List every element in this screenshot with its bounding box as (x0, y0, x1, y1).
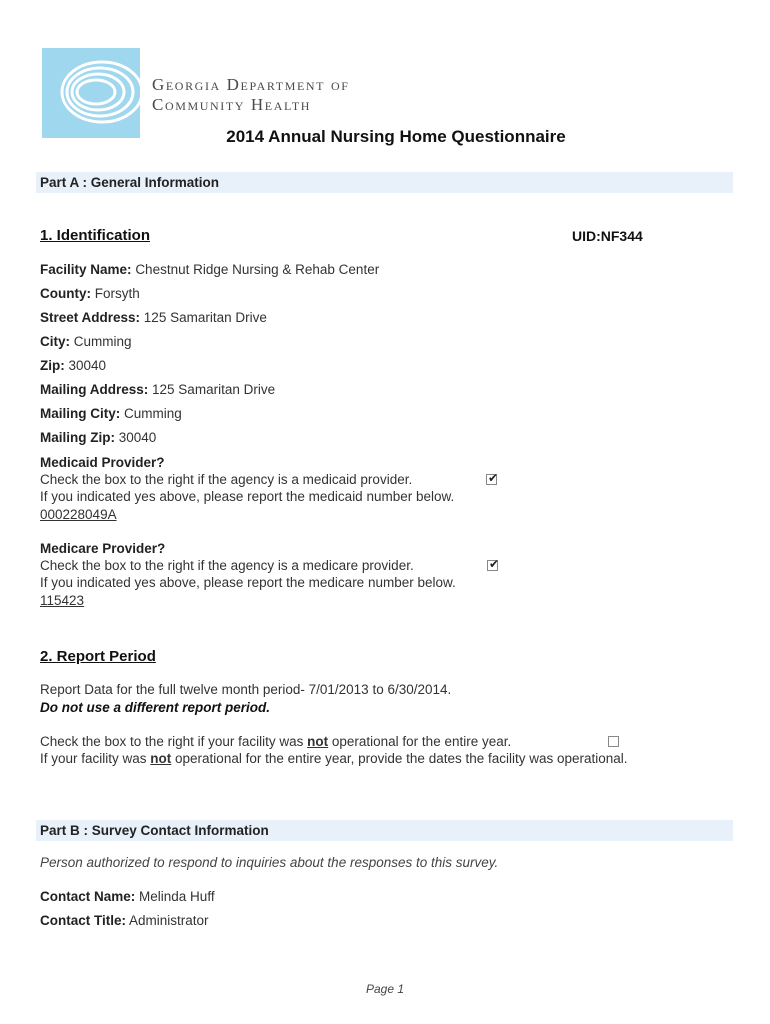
medicaid-question: Medicaid Provider? (40, 455, 165, 470)
field-label: Street Address: (40, 310, 141, 325)
logo-rings-icon (42, 48, 140, 138)
field-label: Mailing Address: (40, 382, 149, 397)
text-segment: If your facility was (40, 751, 151, 766)
field-label: City: (40, 334, 70, 349)
medicare-check-text: Check the box to the right if the agency is a medicare provider. (40, 558, 414, 573)
text-segment: Check the box to the right if your facility was (40, 734, 308, 749)
field-county (40, 286, 140, 301)
checkmark-icon: ✔ (489, 557, 500, 571)
medicaid-note: If you indicated yes above, please report the medicaid number below. (40, 489, 455, 504)
field-value: Forsyth (94, 286, 140, 301)
field-value: Cumming (73, 334, 132, 349)
medicaid-number: 000228049A (40, 507, 117, 522)
field-value: Melinda Huff (139, 889, 215, 904)
field-label: Mailing City: (40, 406, 121, 421)
field-mailing-zip (40, 430, 156, 445)
medicare-note: If you indicated yes above, please report the medicare number below. (40, 575, 456, 590)
field-value: Administrator (129, 913, 209, 928)
medicaid-provider-checkbox[interactable] (486, 471, 499, 485)
field-label: Zip: (40, 358, 65, 373)
field-value: 125 Samaritan Drive (152, 382, 276, 397)
part-b-header: Part B : Survey Contact Information (36, 820, 733, 841)
field-mailing-city (40, 406, 182, 421)
identification-heading: 1. Identification (40, 227, 151, 244)
uid-label: UID:NF344 (572, 228, 643, 244)
field-label: Contact Title: (40, 913, 127, 928)
text-segment: operational for the entire year. (328, 734, 512, 749)
document-title: 2014 Annual Nursing Home Questionnaire (226, 127, 566, 146)
field-city (40, 334, 132, 349)
field-value: Chestnut Ridge Nursing & Rehab Center (135, 262, 380, 277)
emphasis-not: not (150, 751, 172, 766)
page-number: Page 1 (365, 982, 405, 996)
field-value: Cumming (124, 406, 182, 421)
medicaid-check-text: Check the box to the right if the agency is a medicaid provider. (40, 472, 413, 487)
field-mailing-address (40, 382, 275, 397)
report-period-warning: Do not use a different report period. (40, 700, 271, 715)
field-label: Contact Name: (40, 889, 136, 904)
part-a-header: Part A : General Information (36, 172, 733, 193)
org-name-line1: Georgia Department of (152, 75, 350, 94)
report-period-heading: 2. Report Period (40, 648, 156, 665)
field-label: Facility Name: (40, 262, 132, 277)
part-b-intro: Person authorized to respond to inquiries about the responses to this survey. (40, 855, 499, 870)
org-name-line2: Community Health (152, 95, 312, 114)
field-contact-title (40, 913, 209, 928)
field-value: 125 Samaritan Drive (143, 310, 267, 325)
field-contact-name (40, 889, 215, 904)
field-street-address (40, 310, 267, 325)
medicare-question: Medicare Provider? (40, 541, 166, 556)
field-value: 30040 (118, 430, 157, 445)
field-facility-name (40, 262, 379, 277)
gdch-logo (42, 48, 140, 138)
org-name (152, 75, 350, 115)
field-label: County: (40, 286, 91, 301)
medicare-number: 115423 (40, 593, 85, 608)
not-operational-note (40, 751, 628, 766)
not-operational-check-text (40, 734, 511, 749)
checkmark-icon: ✔ (488, 471, 499, 485)
emphasis-not: not (307, 734, 329, 749)
field-value: 30040 (68, 358, 107, 373)
report-period-text: Report Data for the full twelve month period- 7/01/2013 to 6/30/2014. (40, 682, 452, 697)
field-label: Mailing Zip: (40, 430, 115, 445)
text-segment: operational for the entire year, provide the dates the facility was operational. (171, 751, 628, 766)
not-operational-checkbox[interactable] (608, 736, 619, 747)
field-zip (40, 358, 106, 373)
medicare-provider-checkbox[interactable] (487, 557, 500, 571)
